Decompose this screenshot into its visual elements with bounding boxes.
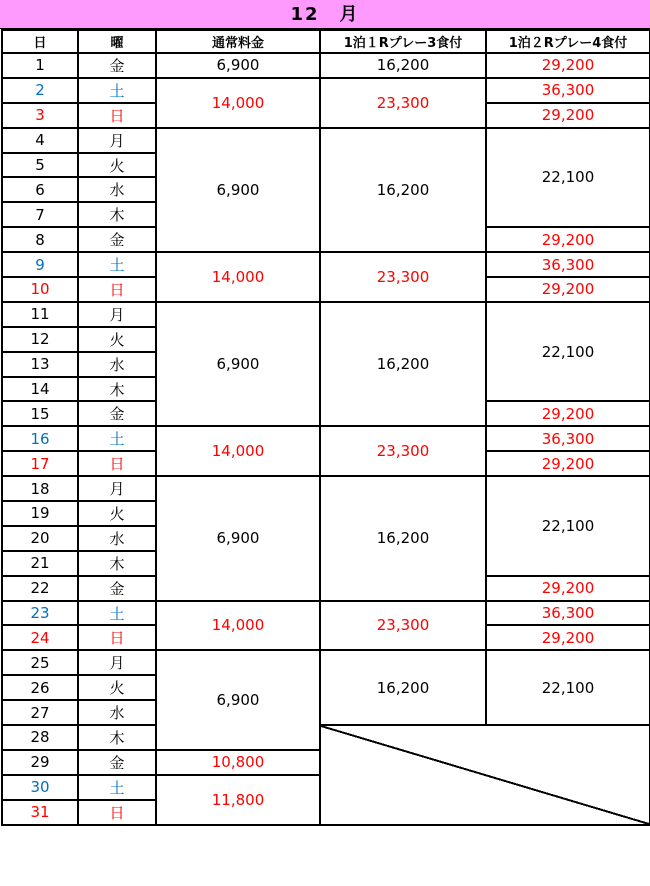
unavailable-diagonal-cell	[320, 725, 650, 825]
day-cell: 20	[2, 526, 78, 551]
plan-2-price-cell: 29,200	[486, 401, 650, 426]
table-row	[2, 476, 650, 501]
weekday-cell: 土	[78, 78, 156, 103]
weekday-cell: 火	[78, 327, 156, 352]
header-plan-1-round: 1泊１Rプレー3食付	[320, 30, 486, 53]
day-cell: 12	[2, 327, 78, 352]
header-day: 日	[2, 30, 78, 53]
day-cell: 5	[2, 153, 78, 178]
plan-2-price-cell: 29,200	[486, 53, 650, 78]
weekday-cell: 火	[78, 675, 156, 700]
regular-price-cell: 6,900	[156, 476, 320, 600]
table-row	[2, 252, 650, 277]
day-cell: 9	[2, 252, 78, 277]
plan-2-price-cell: 29,200	[486, 227, 650, 252]
weekday-cell: 水	[78, 526, 156, 551]
weekday-cell: 土	[78, 601, 156, 626]
header-plan-2-rounds: 1泊２Rプレー4食付	[486, 30, 650, 53]
plan-1-price-cell: 23,300	[320, 78, 486, 128]
day-cell: 13	[2, 352, 78, 377]
weekday-cell: 木	[78, 551, 156, 576]
day-cell: 26	[2, 675, 78, 700]
regular-price-cell: 14,000	[156, 252, 320, 302]
day-cell: 29	[2, 750, 78, 775]
plan-2-price-cell: 22,100	[486, 476, 650, 576]
weekday-cell: 土	[78, 252, 156, 277]
header-regular-price: 通常料金	[156, 30, 320, 53]
plan-2-price-cell: 22,100	[486, 128, 650, 228]
day-cell: 21	[2, 551, 78, 576]
day-cell: 16	[2, 426, 78, 451]
weekday-cell: 月	[78, 128, 156, 153]
day-cell: 30	[2, 775, 78, 800]
table-row	[2, 78, 650, 103]
plan-2-price-cell: 36,300	[486, 426, 650, 451]
plan-2-price-cell: 36,300	[486, 78, 650, 103]
weekday-cell: 木	[78, 725, 156, 750]
regular-price-cell: 6,900	[156, 128, 320, 252]
weekday-cell: 日	[78, 103, 156, 128]
header-row	[2, 30, 650, 53]
title-bar	[0, 0, 650, 29]
table-row	[2, 601, 650, 626]
weekday-cell: 水	[78, 177, 156, 202]
day-cell: 17	[2, 451, 78, 476]
plan-2-price-cell: 29,200	[486, 625, 650, 650]
weekday-cell: 日	[78, 277, 156, 302]
day-cell: 18	[2, 476, 78, 501]
table-row	[2, 128, 650, 153]
weekday-cell: 土	[78, 426, 156, 451]
regular-price-cell: 14,000	[156, 601, 320, 651]
weekday-cell: 木	[78, 377, 156, 402]
plan-1-price-cell: 23,300	[320, 601, 486, 651]
weekday-cell: 金	[78, 227, 156, 252]
weekday-cell: 土	[78, 775, 156, 800]
day-cell: 25	[2, 650, 78, 675]
weekday-cell: 火	[78, 153, 156, 178]
plan-1-price-cell: 23,300	[320, 426, 486, 476]
day-cell: 4	[2, 128, 78, 153]
page-title: 12 月	[290, 4, 360, 25]
regular-price-cell: 6,900	[156, 302, 320, 426]
plan-2-price-cell: 29,200	[486, 451, 650, 476]
plan-2-price-cell: 29,200	[486, 103, 650, 128]
weekday-cell: 木	[78, 202, 156, 227]
day-cell: 22	[2, 576, 78, 601]
day-cell: 6	[2, 177, 78, 202]
day-cell: 10	[2, 277, 78, 302]
day-cell: 14	[2, 377, 78, 402]
plan-2-price-cell: 22,100	[486, 650, 650, 725]
day-cell: 15	[2, 401, 78, 426]
weekday-cell: 日	[78, 800, 156, 825]
regular-price-cell: 14,000	[156, 78, 320, 128]
weekday-cell: 月	[78, 650, 156, 675]
plan-1-price-cell: 23,300	[320, 252, 486, 302]
weekday-cell: 水	[78, 700, 156, 725]
day-cell: 8	[2, 227, 78, 252]
plan-1-price-cell: 16,200	[320, 53, 486, 78]
day-cell: 2	[2, 78, 78, 103]
day-cell: 11	[2, 302, 78, 327]
weekday-cell: 金	[78, 576, 156, 601]
regular-price-cell: 14,000	[156, 426, 320, 476]
day-cell: 27	[2, 700, 78, 725]
table-row	[2, 725, 650, 750]
regular-price-cell: 6,900	[156, 53, 320, 78]
plan-1-price-cell: 16,200	[320, 650, 486, 725]
plan-1-price-cell: 16,200	[320, 302, 486, 426]
regular-price-cell: 11,800	[156, 775, 320, 825]
weekday-cell: 日	[78, 625, 156, 650]
regular-price-cell: 10,800	[156, 750, 320, 775]
weekday-cell: 月	[78, 476, 156, 501]
plan-1-price-cell: 16,200	[320, 128, 486, 252]
table-row	[2, 426, 650, 451]
day-cell: 23	[2, 601, 78, 626]
plan-2-price-cell: 29,200	[486, 576, 650, 601]
plan-2-price-cell: 29,200	[486, 277, 650, 302]
day-cell: 24	[2, 625, 78, 650]
plan-2-price-cell: 36,300	[486, 601, 650, 626]
day-cell: 31	[2, 800, 78, 825]
table-row	[2, 650, 650, 675]
plan-1-price-cell: 16,200	[320, 476, 486, 600]
day-cell: 3	[2, 103, 78, 128]
day-cell: 28	[2, 725, 78, 750]
regular-price-cell: 6,900	[156, 650, 320, 750]
weekday-cell: 月	[78, 302, 156, 327]
weekday-cell: 水	[78, 352, 156, 377]
table-row	[2, 53, 650, 78]
plan-2-price-cell: 22,100	[486, 302, 650, 402]
weekday-cell: 日	[78, 451, 156, 476]
plan-2-price-cell: 36,300	[486, 252, 650, 277]
table-row	[2, 302, 650, 327]
day-cell: 7	[2, 202, 78, 227]
weekday-cell: 金	[78, 750, 156, 775]
day-cell: 19	[2, 501, 78, 526]
weekday-cell: 火	[78, 501, 156, 526]
header-weekday: 曜	[78, 30, 156, 53]
price-calendar-table	[1, 29, 650, 826]
weekday-cell: 金	[78, 53, 156, 78]
weekday-cell: 金	[78, 401, 156, 426]
day-cell: 1	[2, 53, 78, 78]
